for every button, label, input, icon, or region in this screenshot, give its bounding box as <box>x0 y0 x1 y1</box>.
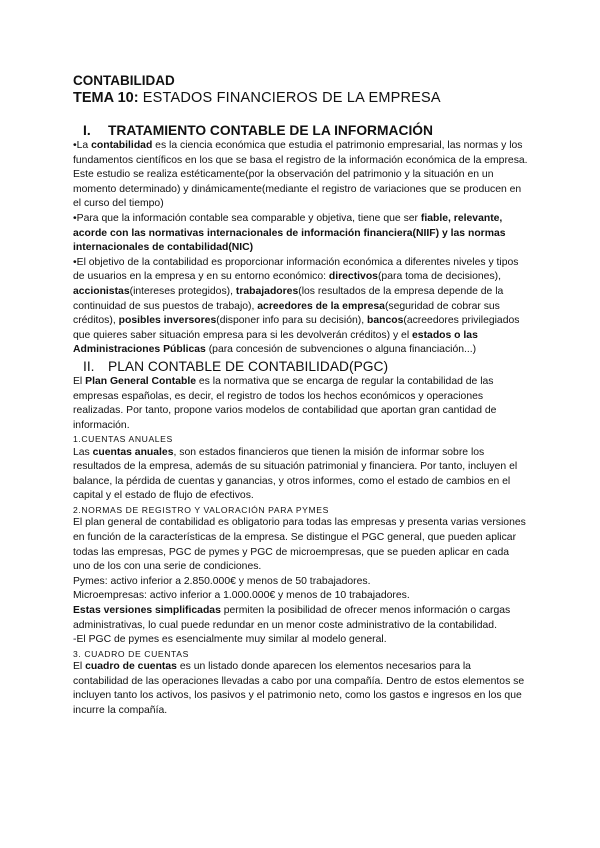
section-1-title: TRATAMIENTO CONTABLE DE LA INFORMACIÓN <box>108 123 433 138</box>
text-run: (para concesión de subvenciones o alguna financiación...) <box>205 344 477 356</box>
paragraph-users <box>73 256 529 358</box>
text-run: (seguridad de cobrar sus créditos), <box>73 300 500 327</box>
bold-term: acreedores de la empresa <box>257 300 385 312</box>
paragraph-pgc-intro <box>73 375 529 433</box>
text-run: (intereses protegidos), <box>129 285 236 297</box>
section-2-heading <box>73 358 529 375</box>
text-run: permiten la posibilidad de ofrecer menos información o cargas administrativas, lo cual puede redundar en un menor coste administrativo de la contabilidad. <box>73 605 511 631</box>
bold-term: accionistas <box>73 285 130 297</box>
text-run: (acreedores privilegiados que quieres saber situación empresa para si les devolverán créditos) y el <box>73 315 520 341</box>
text-run: •La <box>73 140 92 151</box>
section-2-number: II. <box>83 358 95 374</box>
text-run: El <box>73 375 86 387</box>
text-run: •Para que la información contable sea comparable y objetiva, tiene que ser <box>73 212 421 224</box>
subject-title: CONTABILIDAD <box>73 73 175 88</box>
bold-term: bancos <box>366 315 404 327</box>
text-run: •El objetivo de la contabilidad es proporcionar información económica a diferentes niveles y tipos de usuarios en la empresa y en su entorno económico: <box>73 256 519 283</box>
line-pymes-note: -El PGC de pymes es esencialmente muy similar al modelo general. <box>73 634 387 646</box>
line-pymes: Pymes: activo inferior a 2.850.000€ y menos de 50 trabajadores. <box>73 575 371 587</box>
section-1-number: I. <box>83 123 91 138</box>
topic-name: ESTADOS FINANCIEROS DE LA EMPRESA <box>138 90 441 106</box>
subheading-normas-registro: 2.NORMAS DE REGISTRO Y VALORACIÓN PARA PYMES <box>73 505 329 516</box>
section-1-heading <box>73 122 529 139</box>
document-page <box>73 72 529 719</box>
bold-term: estados o las Administraciones Públicas <box>73 329 478 356</box>
paragraph-cuentas-anuales <box>73 446 529 504</box>
bold-term: trabajadores <box>235 285 299 297</box>
bold-term: posibles inversores <box>118 315 217 327</box>
paragraph-versiones-simplificadas <box>73 604 529 633</box>
topic-prefix: TEMA 10: <box>73 90 139 106</box>
text-run: El <box>73 661 86 673</box>
subheading-cuentas-anuales: 1.CUENTAS ANUALES <box>73 434 173 445</box>
paragraph-cuadro-cuentas <box>73 660 529 718</box>
text-run: Las <box>73 446 93 458</box>
bold-term: cuadro de cuentas <box>85 661 177 673</box>
text-run: es un listado donde aparecen los elementos necesarios para la contabilidad de las operaciones llevadas a cabo por una compañía. Dentro de estos elementos se incluyen tanto los activos, los pasivos y el patrimonio neto, como los gastos e ingresos en los que incurre la compañía. <box>73 661 525 716</box>
subheading-cuadro-cuentas: 3. CUADRO DE CUENTAS <box>73 648 189 659</box>
text-run: es la normativa que se encarga de regular la contabilidad de las empresas españolas, es decir, el registro de todos los hechos económicos y operaciones realizadas. Por tanto, propone varios modelos de contabilidad que aportan gran cantidad de información. <box>73 375 497 431</box>
bold-term: Estas versiones simplificadas <box>73 605 221 617</box>
text-run: es la ciencia económica que estudia el patrimonio empresarial, las normas y los fundamentos científicos en los que se basa el registro de la información económica de la empresa. Este estudio se realiza estéticamente(por la observación del patrimonio y la situación en un momento determinado) y dinámicamente(mediante el registro de variaciones que se producen en el curso del tiempo) <box>73 140 528 210</box>
bold-term: contabilidad <box>91 140 153 151</box>
paragraph-normas-registro: El plan general de contabilidad es obligatorio para todas las empresas y presenta varias versiones en función de la características de la empresa. Se distingue el PGC general, que pueden aplicar todas las empresas, PGC de pymes y PGC de microempresas, que se pueden aplicar en cada uno de los con una serie de condiciones. <box>73 517 526 573</box>
text-run: , son estados financieros que tienen la misión de informar sobre los resultados de la empresa, además de su situación patrimonial y financiera. Por tanto, incluyen el balance, la pérdida de cuentas y ganancias, y otros informes, como el estado de cambios en el capital y el estado de flujo de efectivos. <box>73 446 518 502</box>
text-run: (los resultados de la empresa depende de la continuidad de sus puestos de trabajo), <box>73 285 504 312</box>
bold-term: directivos <box>328 271 378 283</box>
section-2-title: PLAN CONTABLE DE CONTABILIDAD(PGC) <box>108 358 389 374</box>
line-microempresas: Microempresas: activo inferior a 1.000.000€ y menos de 10 trabajadores. <box>73 590 410 602</box>
bold-term: Plan General Contable <box>85 375 197 387</box>
bold-term: cuentas anuales <box>92 446 174 458</box>
bold-term: fiable, relevante, acorde con las normativas internacionales de información financiera(NIIF) y las normas internacionales de contabilidad(NIC) <box>73 212 506 254</box>
text-run: (disponer info para su decisión), <box>216 315 367 327</box>
paragraph-qualities <box>73 212 529 256</box>
paragraph-definition <box>73 139 529 212</box>
topic-title <box>73 89 529 108</box>
text-run: (para toma de decisiones), <box>377 271 501 283</box>
